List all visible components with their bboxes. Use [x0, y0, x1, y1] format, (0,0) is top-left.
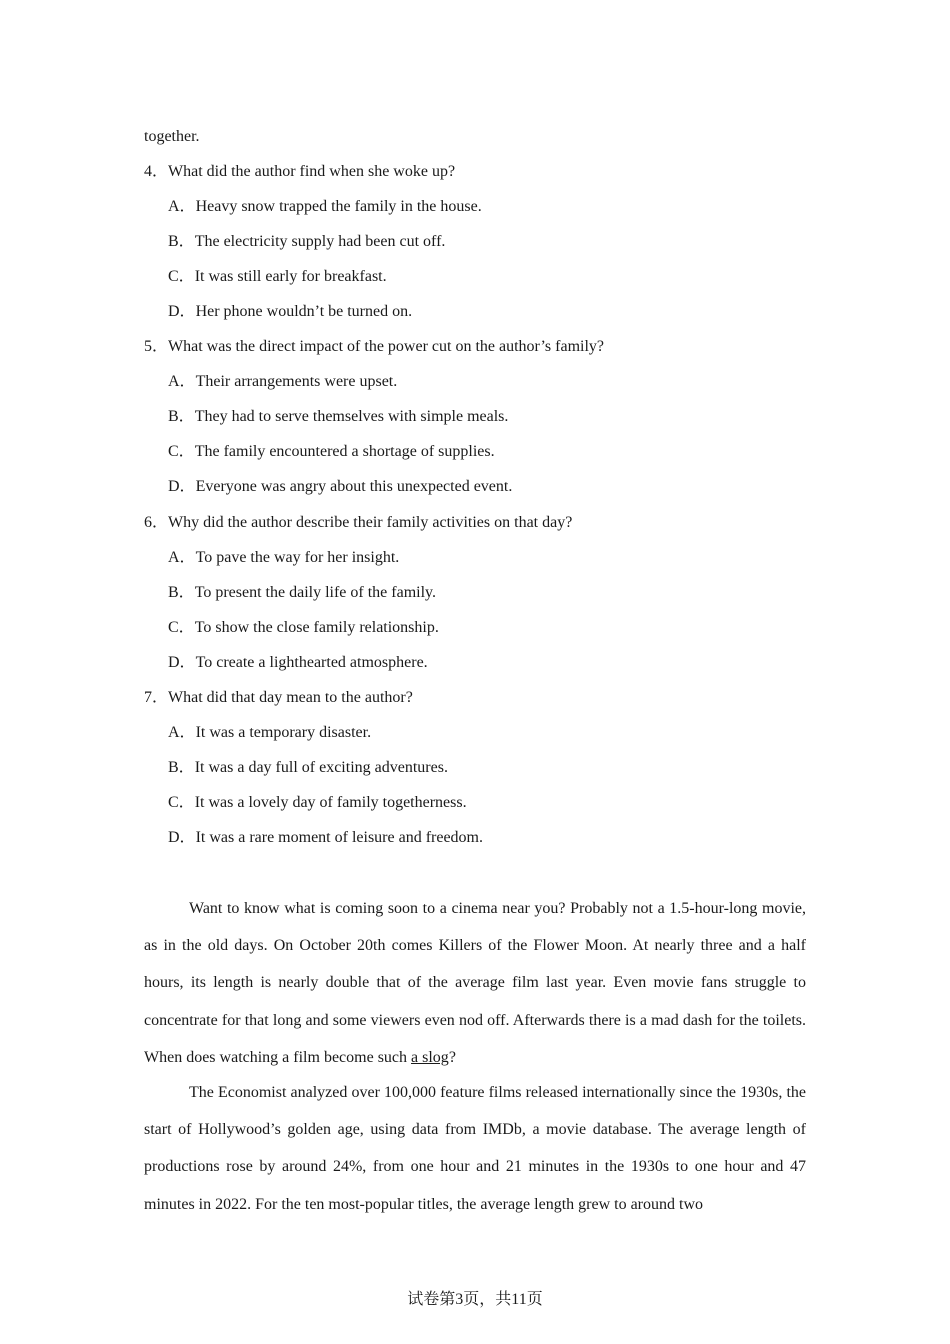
option-letter: B． [168, 759, 195, 776]
option-letter: C． [168, 619, 195, 636]
option-letter: D． [168, 478, 196, 495]
option-4a [168, 197, 482, 217]
option-letter: A． [168, 373, 196, 390]
question-number: 5． [144, 338, 169, 355]
question-text: What did that day mean to the author? [168, 689, 413, 706]
continuation-text: together. [144, 128, 200, 145]
option-text: They had to serve themselves with simple meals. [194, 408, 509, 425]
option-text: To show the close family relationship. [194, 619, 439, 636]
question-number: 4． [144, 163, 169, 180]
option-letter: B． [168, 408, 195, 425]
option-letter: B． [168, 233, 195, 250]
option-7d [168, 828, 483, 848]
option-4c [168, 267, 387, 287]
option-letter: C． [168, 443, 195, 460]
question-4 [144, 162, 455, 182]
option-letter: A． [168, 724, 196, 741]
option-text: To present the daily life of the family. [194, 584, 437, 601]
option-text: It was still early for breakfast. [194, 268, 387, 285]
option-letter: D． [168, 654, 196, 671]
option-letter: B． [168, 584, 195, 601]
option-text: Everyone was angry about this unexpected event. [195, 478, 513, 495]
option-text: It was a day full of exciting adventures. [194, 759, 448, 776]
paragraph-text: Want to know what is coming soon to a cinema near you? Probably not a 1.5-hour-long movie, as in the old days. On October 20th comes Killers of the Flower Moon. At nearly three and a half hours, its length is nearly double that of the average film last year. Even movie fans struggle to concentrate for that long and some viewers even nod off. Afterwards there is a mad dash for the toilets. When does watching a film become such [144, 900, 806, 1066]
option-text: It was a lovely day of family togetherness. [194, 794, 467, 811]
option-text: The electricity supply had been cut off. [194, 233, 446, 250]
option-text: The family encountered a shortage of supplies. [194, 443, 495, 460]
question-5 [144, 337, 604, 357]
option-letter: A． [168, 198, 196, 215]
question-number: 6． [144, 514, 169, 531]
option-5a [168, 372, 397, 392]
question-number: 7． [144, 689, 169, 706]
option-letter: C． [168, 794, 195, 811]
question-text: What was the direct impact of the power cut on the author’s family? [168, 338, 605, 355]
paragraph-text-end: ? [448, 1048, 456, 1066]
option-7a [168, 723, 371, 743]
option-text: It was a temporary disaster. [195, 724, 372, 741]
option-text: To create a lighthearted atmosphere. [195, 654, 428, 671]
underlined-phrase: a slog [411, 1048, 449, 1066]
option-5d [168, 477, 512, 497]
option-text: It was a rare moment of leisure and freedom. [195, 829, 483, 846]
option-6c [168, 618, 439, 638]
option-6a [168, 548, 399, 568]
question-6 [144, 513, 572, 533]
option-7c [168, 793, 467, 813]
passage-paragraph-2: The Economist analyzed over 100,000 feature films released internationally since the 1930s, the start of Hollywood’s golden age, using data from IMDb, a movie database. The average length of productions rose by around 24%, from one hour and 21 minutes in the 1930s to one hour and 47 minutes in 2022. For the ten most-popular titles, the average length grew to around two [144, 1084, 806, 1213]
option-6b [168, 583, 436, 603]
passage-paragraph-1 [144, 890, 806, 1076]
option-text: Her phone wouldn’t be turned on. [195, 303, 413, 320]
option-text: Their arrangements were upset. [195, 373, 398, 390]
option-letter: D． [168, 829, 196, 846]
option-7b [168, 758, 448, 778]
option-5b [168, 407, 508, 427]
option-letter: A． [168, 549, 196, 566]
option-4b [168, 232, 445, 252]
option-5c [168, 442, 495, 462]
page-footer: 试卷第3页，共11页 [407, 1291, 543, 1308]
option-6d [168, 653, 428, 673]
option-letter: D． [168, 303, 196, 320]
question-text: Why did the author describe their family activities on that day? [168, 514, 573, 531]
question-text: What did the author find when she woke up? [168, 163, 456, 180]
option-text: Heavy snow trapped the family in the house. [195, 198, 482, 215]
question-7 [144, 688, 413, 708]
option-letter: C． [168, 268, 195, 285]
option-text: To pave the way for her insight. [195, 549, 400, 566]
option-4d [168, 302, 412, 322]
